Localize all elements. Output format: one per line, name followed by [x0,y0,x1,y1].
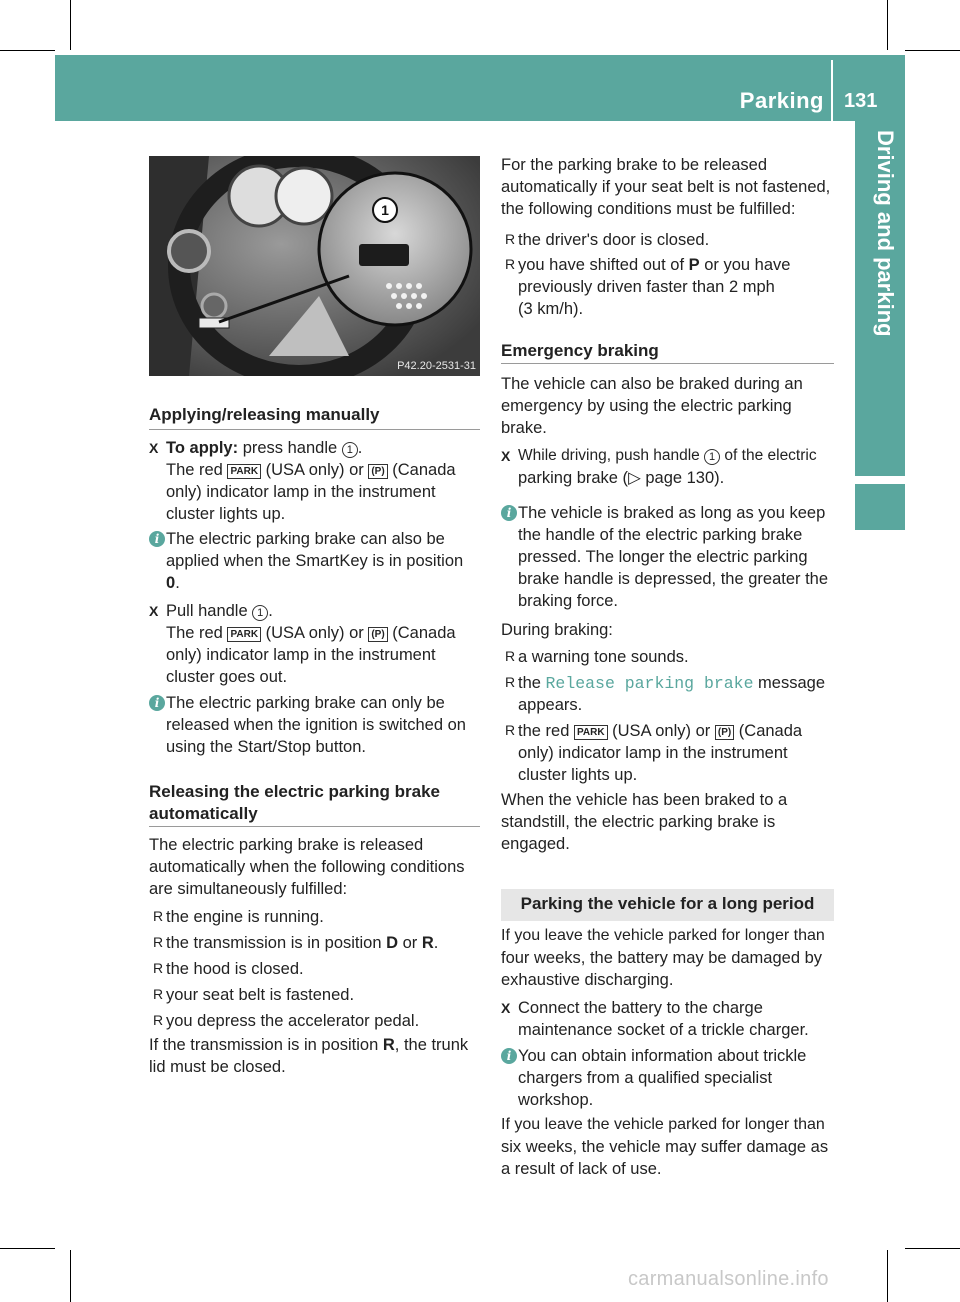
info-icon: i [501,1048,517,1064]
callout-number: 1 [381,202,389,218]
note-text: The electric parking brake can only be [166,694,445,712]
text-line: six weeks, the vehicle may suffer damage as [501,1138,829,1156]
handle-1-icon: 1 [342,442,358,458]
bullet-mark: R [153,960,164,976]
crop-mark [905,50,960,51]
page-reference[interactable]: parking brake (▷ page 130). [518,469,725,487]
step-text: Connect the battery to the charge [518,999,763,1017]
note-text: The vehicle is braked as long as you keep [518,504,826,522]
text-line: the following conditions must be fulfilled: [501,200,796,218]
bullet-mark: R [153,1012,164,1028]
text-line: four weeks, the battery may be damaged by [501,949,823,967]
chapter-tab-marker [855,484,905,530]
handle-1-icon: 1 [704,449,720,465]
note-text: chargers from a qualified specialist [518,1069,773,1087]
text-line: When the vehicle has been braked to a [501,791,788,809]
bullet-mark: R [153,934,164,950]
park-lamp-icon: PARK [574,725,608,740]
park-lamp-icon: PARK [227,627,261,642]
dashboard-photo [149,156,480,376]
text-line: exhaustive discharging. [501,971,674,989]
note-text: brake handle is depressed, the greater the [518,570,829,588]
step-arrow-icon: X [501,448,511,464]
canada-brake-lamp-icon: (P) [715,725,734,740]
list-item-cont: only) indicator lamp in the instrument [518,744,788,762]
list-item: the red PARK (USA only) or (P) (Canada [518,722,803,740]
info-icon: i [501,505,517,521]
page-number: 131 [844,90,878,112]
info-icon: i [149,695,165,711]
bullet-mark: R [153,908,164,924]
text-line: are simultaneously fulfilled: [149,880,348,898]
text-line: cluster lights up. [166,505,286,523]
text-line: automatically if your seat belt is not fastened, [501,178,831,196]
crop-mark [887,1250,888,1302]
section-title: Parking [739,88,824,113]
text-line: The vehicle can also be braked during an [501,375,803,393]
crop-mark [905,1248,960,1249]
heading-rule [501,363,834,364]
text-line: cluster goes out. [166,668,288,686]
text-line: only) indicator lamp in the instrument [166,646,436,664]
heading-releasing-auto-2: automatically [149,804,258,823]
list-item: you have shifted out of P or you have [518,256,791,274]
list-item: the hood is closed. [166,960,304,978]
canada-brake-lamp-icon: (P) [368,464,387,479]
heading-rule [149,826,480,827]
step-apply: To apply: press handle 1 . [166,439,363,457]
bullet-mark: R [505,648,516,664]
bullet-mark: R [505,722,516,738]
crop-mark [0,50,55,51]
list-item: the transmission is in position D or R. [166,934,439,952]
info-icon: i [149,531,165,547]
list-item: the engine is running. [166,908,324,926]
figure-code: P42.20-2531-31 [397,360,476,372]
step-pull: Pull handle 1 . [166,602,273,620]
text-line: If you leave the vehicle parked for longer than [501,927,825,944]
bullet-mark: R [153,986,164,1002]
crop-mark [887,0,888,50]
list-item-cont: previously driven faster than 2 mph [518,278,775,296]
lamp-line: The red PARK (USA only) or (P) (Canada [166,461,456,479]
text-line: The electric parking brake is released [149,836,424,854]
heading-applying-releasing: Applying/releasing manually [149,405,380,424]
chapter-label: Driving and parking [873,130,898,337]
crop-mark [70,0,71,50]
list-item: a warning tone sounds. [518,648,689,666]
lamp-line: The red PARK (USA only) or (P) (Canada [166,624,456,642]
note-text: released when the ignition is switched on [166,716,466,734]
bullet-mark: R [505,674,516,690]
watermark: carmanualsonline.info [628,1268,829,1290]
note-text: workshop. [518,1091,594,1109]
canada-brake-lamp-icon: (P) [368,627,387,642]
list-item: the driver's door is closed. [518,231,710,249]
note-text: using the Start/Stop button. [166,738,366,756]
text-line: During braking: [501,621,613,639]
park-lamp-icon: PARK [227,464,261,479]
text-line: automatically when the following conditions [149,858,465,876]
text-line: If the transmission is in position R, the trunk [149,1036,469,1054]
heading-emergency-braking: Emergency braking [501,341,659,360]
note-text: The electric parking brake can also be [166,530,445,548]
text-line: If you leave the vehicle parked for longer than [501,1116,825,1133]
text-line: For the parking brake to be released [501,156,767,174]
text-line: a result of lack of use. [501,1160,662,1178]
list-item-cont: (3 km/h). [518,300,584,318]
text-line: brake. [501,419,547,437]
step-arrow-icon: X [149,603,159,619]
crop-mark [70,1250,71,1302]
note-text: applied when the SmartKey is in position [166,552,464,570]
section-heading: Parking the vehicle for a long period [520,894,815,913]
handle-1-icon: 1 [252,605,268,621]
text-line: engaged. [501,835,570,853]
text-line: only) indicator lamp in the instrument [166,483,436,501]
bullet-mark: R [505,231,516,247]
list-item: the Release parking brake message [518,674,826,693]
note-text: the handle of the electric parking brake [518,526,803,544]
display-message: Release parking brake [545,674,754,693]
step-text: maintenance socket of a trickle charger. [518,1021,809,1039]
crop-mark [0,1248,55,1249]
note-text: pressed. The longer the electric parking [518,548,808,566]
note-text: braking force. [518,592,618,610]
step-arrow-icon: X [149,440,159,456]
section-heading-box [501,889,834,921]
step-arrow-icon: X [501,1000,511,1016]
dashboard-illustration [149,156,480,376]
header-divider [831,60,833,121]
step-push-handle: While driving, push handle 1 of the electric [518,447,817,464]
list-item: you depress the accelerator pedal. [166,1012,420,1030]
note-text: 0. [166,574,180,592]
heading-rule [149,429,480,430]
list-item-cont: appears. [518,696,583,714]
triangle-icon: ▷ [628,469,646,487]
list-item: your seat belt is fastened. [166,986,355,1004]
text-line: lid must be closed. [149,1058,286,1076]
text-line: standstill, the electric parking brake is [501,813,776,831]
note-text: You can obtain information about trickle [518,1047,807,1065]
bullet-mark: R [505,256,516,272]
list-item-cont: cluster lights up. [518,766,638,784]
heading-releasing-auto: Releasing the electric parking brake [149,782,441,801]
text-line: emergency by using the electric parking [501,397,792,415]
